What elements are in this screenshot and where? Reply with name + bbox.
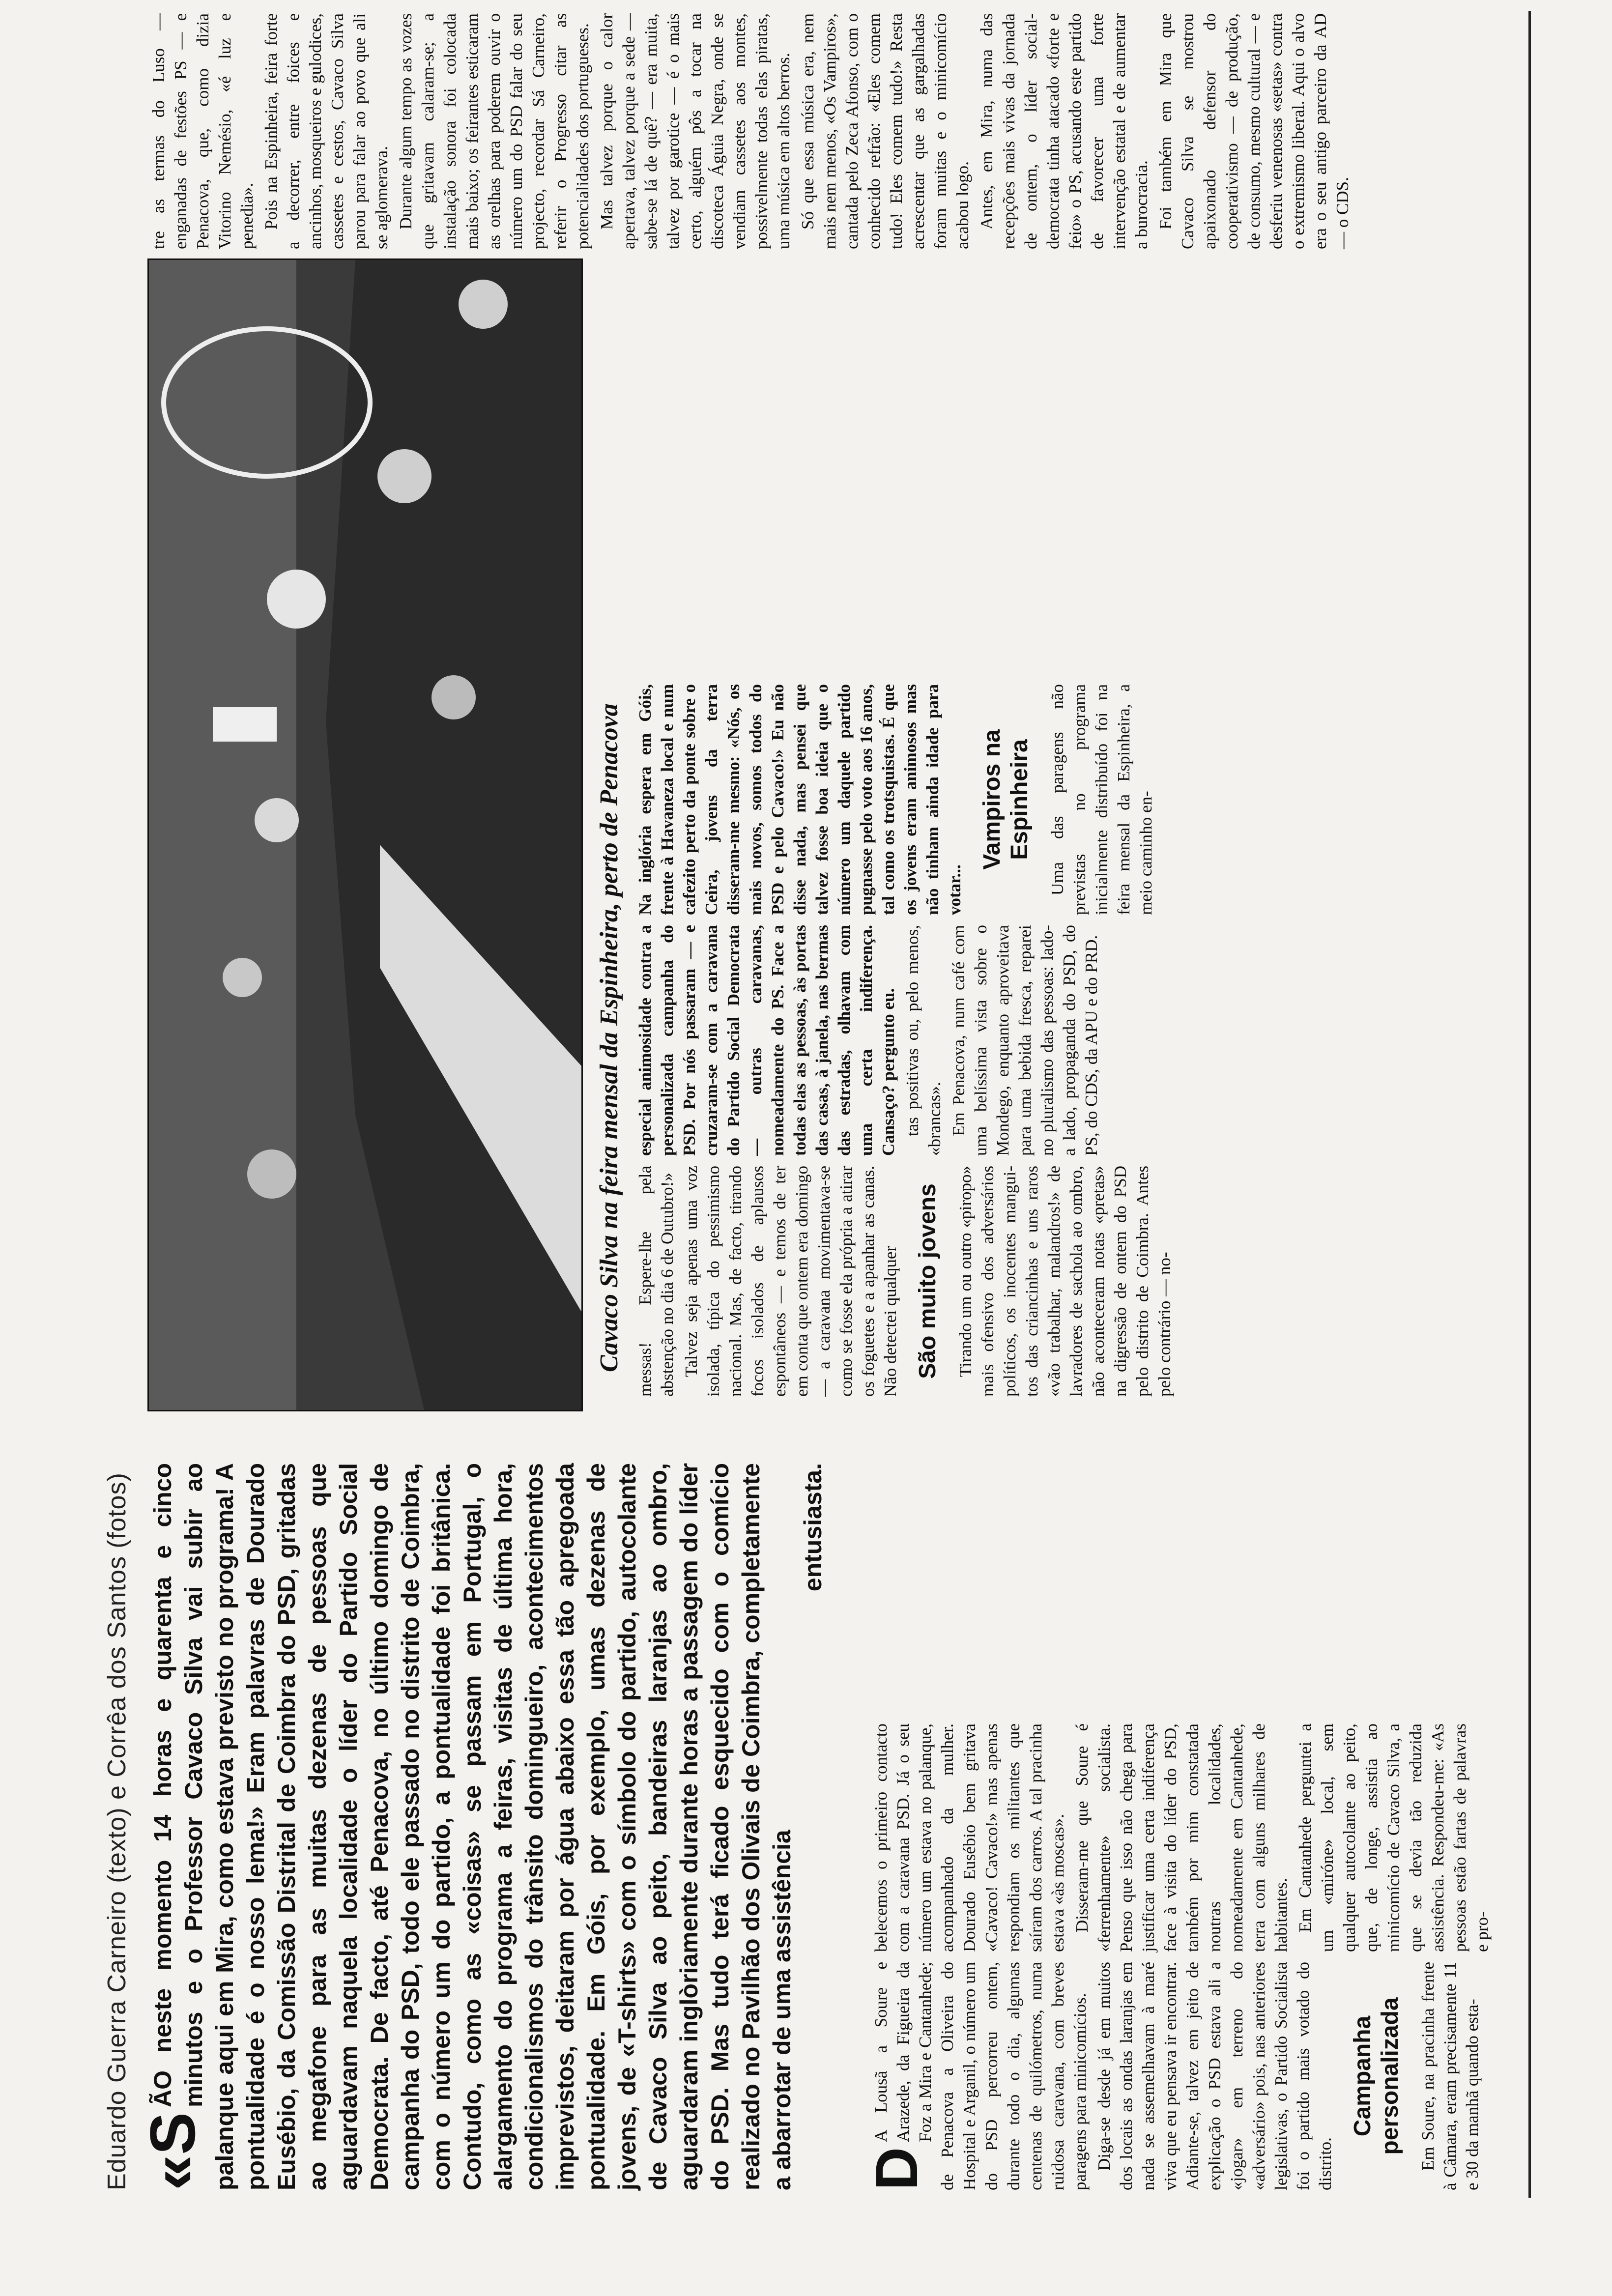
crosshead-jovens: São muito jovens [915,1183,941,1379]
page-bottom-rule [1528,11,1531,2198]
col5-paragraph-1: Na inglória espera em Góis, frente à Havaneza local e num cafezito perto da ponte sobre o Ceira, jovens da terra disseram-me mesmo: «Nós, os mais novos, somos todos do PSD e pelo Cavaco!» Eu não disse nada, mas pensei que talvez fosse boa ideia que o número um daquele partido pugnasse pelo voto aos 16 anos, tal como os trotsquistas. É que os jovens eram animosos mas não tinham ainda idade para votar... [635,684,964,915]
lead-text: ÃO neste momento 14 horas e quarenta e cinco minutos e o Professor Cavaco Silva vai subir ao palanque aqui em Mira, como estava previsto no programa! A pontualidade é o nosso lema!» Eram palavras de Dourado Eusébio, da Comissão Distrital de Coimbra do PSD, gritadas ao megafone para as muitas dezenas de pessoas que aguardavam naquela localidade o líder do Partido Social Democrata. De facto, até Penacova, no último domingo de campanha do PSD, todo ele passado no distrito de Coimbra, com o número um do partido, a pontualidade foi britânica. Contudo, como as «coisas» se passam em Portugal, o alargamento do programa a feiras, visitas de última hora, condicionalismos do trânsito domingueiro, acontecimentos imprevistos, deitaram por água abaixo essa tão apregoada pontualidade. Em Góis, por exemplo, umas dezenas de jovens, de «T-shirts» com o símbolo do partido, autocolante de Cavaco Silva ao peito, bandeiras laranjas ao ombro, aguardaram inglòriamente durante horas a passagem do líder do PSD. Mas tudo terá ficado esquecido com o comício realizado no Pavilhão dos Olivais de Coimbra, completamente a abarrotar de uma assistência [149,1463,796,2190]
photo-caption: Cavaco Silva na feira mensal da Espinheira, perto de Penacova [595,703,623,1372]
crosshead-campanha: Campanha personalizada [1350,1997,1403,2155]
col3-paragraph-1: messas! Espere-lhe pela abstenção no dia 6 de Outubro!» [635,1166,677,1397]
col1-paragraph-2: Diga-se desde já em muitos dos locais as ondas laranjas em nada se assemelhavam à maré viva que eu pensava ir encontrar. Adiante-se, talvez em jeito de explicação o PSD estava ali a «jogar» em terreno do «adversário» pois, nas anteriores legislativas, o Partido Socialista foi o partido mais votado do distrito. [1094,1962,1335,2190]
col3-paragraph-3: Tirando um ou outro «piropo» mais ofensivo dos adversários políticos, os inocentes mangui-tos das criancinhas e uns raros «vão trabalhar, malandros!» de lavradores de sachola ao ombro, não aconteceram notas «pretas» na digressão de ontem do PSD pelo distrito de Coimbra. Antes pelo contrário — no- [956,1166,1174,1397]
col2-paragraph-1: belecemos o primeiro contacto com a caravana PSD. Já o seu número um estava no palanque, acompanhado da mulher. Dourado Eusébio bem gritava «Cavaco! Cavaco!» mas apenas respondiam os militantes que saíram dos carros. A tal pracinha estava «às moscas». [871,1723,1067,1952]
lead-ending: entusiasta. [799,1463,827,1592]
column-6 [147,13,1524,249]
col4-paragraph-1: especial animosidade contra a personalizada campanha do PSD. Por nós passaram — e cruzaram-se com a caravana do Partido Social Democrata — outras caravanas, nomeadamente do PS. Face a todas elas as pessoas, às portas das casas, à janela, nas bermas das estradas, olhavam com uma certa indiferença. Cansaço? pergunto eu. [635,925,898,1156]
lead-quote-mark: «S [137,2112,208,2190]
col3-paragraph-2: Talvez seja apenas uma voz isolada, típica do pessimismo nacional. Mas, de facto, tirando focos isolados de aplausos espontâneos — e temos de ter em conta que ontem era domingo — a caravana movimentava-se como se fosse ela própria a atirar os foguetes e a apanhar as canas. Não detectei qualquer [682,1166,900,1397]
col6-paragraph-7: Foi também em Mira que Cavaco Silva se mostrou apaixonado defensor do cooperativismo — de produção, de consumo, mesmo cultural — e desferiu venenosas «setas» contra o extremismo liberal. Aqui o alvo era o seu antigo parceiro da AD — o CDS. [1156,13,1352,249]
column-1 [863,1962,1524,2190]
col6-paragraph-5: Só que essa música era, nem mais nem menos, «Os Vampiros», cantada pelo Zeca Afonso, com o conhecido refrão: «Eles comem tudo! Eles comem tudo!» Resta acrescentar que as gargalhadas foram muitas e o minicomício acabou logo. [798,13,972,249]
col6-paragraph-3: Durante algum tempo as vozes que gritavam calaram-se; a instalação sonora foi colocada mais baixo; os feirantes esticaram as orelhas para poderem ouvir o número um do PSD falar do seu projecto, recordar Sá Carneiro, referir o Progresso citar as potencialidades dos portugueses. [396,13,592,249]
drop-cap: D [863,2147,930,2190]
col4-paragraph-3: Em Penacova, num café com uma belíssima vista sobre o Mondego, enquanto aproveitava para uma bebida fresca, reparei no pluralismo das pessoas: lado-a lado, propaganda do PSD, do PS, do CDS, da APU e do PRD. [949,925,1101,1156]
col6-paragraph-6: Antes, em Mira, numa das recepções mais vivas da jornada de ontem, o líder social-democrata tinha atacado «forte e feio» o PS, acusando este partido de favorecer uma forte intervenção estatal e de aumentar a burocracia. [977,13,1151,249]
lead-paragraph [137,1463,865,2190]
col1-paragraph-1: D A Lousã a Soure e Arazede, da Figueira da Foz a Mira e Cantanhede; de Penacova a Oliveira do Hospital e Arganil, o número um do PSD percorreu ontem, durante todo o dia, algumas centenas de quilómetros, numa ruidosa caravana, com breves paragens para minicomícios. [863,1962,1090,2190]
col5-paragraph-2: Uma das paragens não previstas no programa inicialmente distribuído foi na feira mensal da Espinheira, a meio caminho en- [1048,684,1155,915]
column-2 [870,1723,1524,1952]
col2-paragraph-3: Em Cantanhede perguntei a um «miróne» local, sem qualquer autocolante ao peito, que, de longe, assistia ao minicomício de Cavaco Silva, a que se devia tão reduzida assistência. Respondeu-me: «As pessoas estão fartas de palavras e pro- [1295,1723,1492,1952]
column-4 [634,925,1524,1156]
col6-paragraph-2: Pois na Espinheira, feira forte a decorrer, entre foices e ancinhos, mosqueiros e gulodices, cassetes e cestos, Cavaco Silva parou para falar ao povo que ali se aglomerava. [261,13,391,249]
col4-paragraph-2: tas positivas ou, pelo menos, «brancas». [903,925,944,1156]
column-3 [634,1166,1524,1397]
column-5 [634,684,1524,915]
crowd-photo [147,258,583,1411]
col1-paragraph-3: Em Soure, na pracinha frente à Câmara, eram precisamente 11 e 30 da manhã quando esta- [1418,1962,1482,2190]
col2-paragraph-2: Disseram-me que Soure é «ferrenhamente» socialista. Penso que isso não chega para justificar uma certa indiferença face à visita do líder do PSD, também por mim constatada noutras localidades, nomeadamente em Cantanhede, terra com alguns milhares de habitantes. [1072,1723,1291,1952]
col6-paragraph-1: tre as termas do Luso — enganadas de festões PS — e Penacova, que, como dizia Vitorino Nemésio, «é luz e penedia». [149,13,257,249]
crosshead-vampiros: Vampiros na Espinheira [979,729,1033,870]
byline: Eduardo Guerra Carneiro (texto) e Corrêa dos Santos (fotos) [103,1472,131,2190]
col6-paragraph-4: Mas talvez porque o calor apertava, talvez porque a sede — sabe-se lá de quê? — era muita, talvez por garotice — é o mais certo, alguém pôs a tocar na discoteca Águia Negra, onde se vendiam cassetes aos montes, possivelmente todas elas piratas, uma música em altos berros. [597,13,793,249]
